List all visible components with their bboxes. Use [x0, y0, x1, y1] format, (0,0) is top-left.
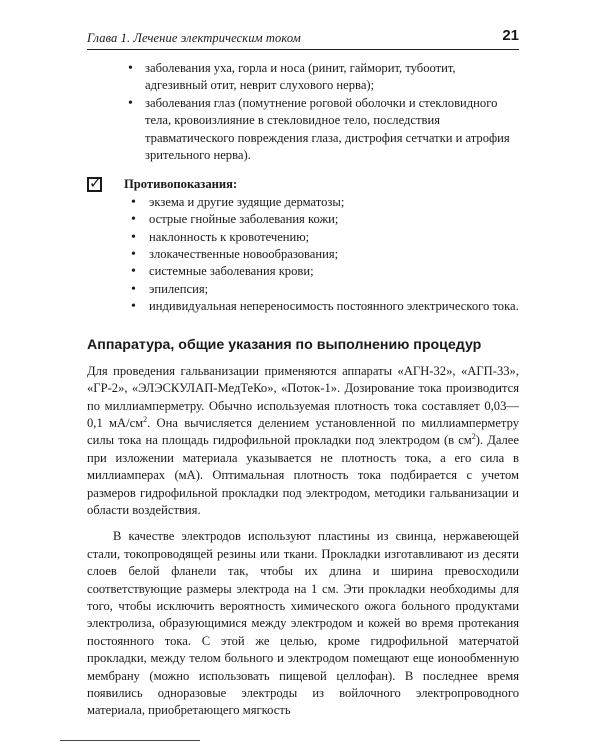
- page-number: 21: [502, 27, 519, 44]
- section-heading: Аппаратура, общие указания по выполнению процедур: [87, 336, 482, 353]
- chapter-title: Глава 1. Лечение электрическим током: [87, 31, 301, 45]
- list-item: • заболевания глаз (помутнение роговой оболочки и стекловидного тела, кровоизлияние в стекловидное тело, последствия травматического повреждения глаза, дистрофия сетчатки и атрофия зрительного нерва).: [87, 95, 519, 165]
- paragraph-electrodes: В качестве электродов используют пластины из свинца, нержавеющей стали, токопроводящей резины или ткани. Прокладки изготавливают из десяти слоев белой фланели так, чтобы их длина и ширина превосходили соответствующие размеры электрода на 1 см. Эти прокладки необходимы для того, чтобы исключить вероятность химического ожога больного продуктами электролиза, образующимися между электродом и кожей во время протекания постоянного тока. С этой же целью, кроме гидрофильной матерчатой прокладки, между телом больного и электродом помещают еще ионообменную мембрану (можно использовать пищевой целлофан). В последнее время появились одноразовые электроды из войлочного электропроводного материала, приобретающего мягкость: [87, 529, 519, 718]
- contraindications-title: Противопоказания:: [124, 177, 238, 192]
- list-item: • системные заболевания крови;: [87, 263, 519, 280]
- list-item: • индивидуальная непереносимость постоянного электрического тока.: [87, 298, 519, 315]
- checkbox-icon: [87, 174, 102, 193]
- contraindications-block: [87, 176, 519, 315]
- indications-list: [87, 60, 519, 164]
- footer-rule: [60, 740, 200, 741]
- list-item: • злокачественные новообразования;: [87, 246, 519, 263]
- list-item: • острые гнойные заболевания кожи;: [87, 211, 519, 228]
- superscript: 2: [143, 414, 148, 424]
- list-item: • эпилепсия;: [87, 281, 519, 298]
- paragraph-text: ). Далее при изложении материала указывается не плотность тока, а его сила в миллиамперах (мА). Оптимальная плотность тока подбирается с учетом размеров гидрофильной прокладки под электродом, методики гальванизации и области воздействия.: [87, 433, 519, 517]
- running-header: [87, 29, 519, 50]
- superscript: 2: [471, 432, 476, 442]
- check-mark-icon: ✓: [89, 174, 102, 193]
- list-item: • экзема и другие зудящие дерматозы;: [87, 194, 519, 211]
- paragraph-equipment: [87, 363, 519, 520]
- contraindications-list: [87, 194, 519, 316]
- paragraph-text: Для проведения гальванизации применяются аппараты «АГН-32», «АГП-33», «ГР-2», «ЭЛЭСКУЛАП-МедТеКо», «Поток-1». Дозирование тока производится по миллиамперметру. Обычно используемая плотность тока составляет 0,03—0,1 мА/см: [87, 363, 519, 430]
- page-body: [87, 60, 519, 720]
- list-item: • заболевания уха, горла и носа (ринит, гайморит, тубоотит, адгезивный отит, неврит слухового нерва);: [87, 60, 519, 95]
- list-item: • наклонность к кровотечению;: [87, 229, 519, 246]
- paragraph-text: . Она вычисляется делением установленной по миллиамперметру силы тока на площадь гидрофильной прокладки под электродом (в см: [87, 415, 520, 448]
